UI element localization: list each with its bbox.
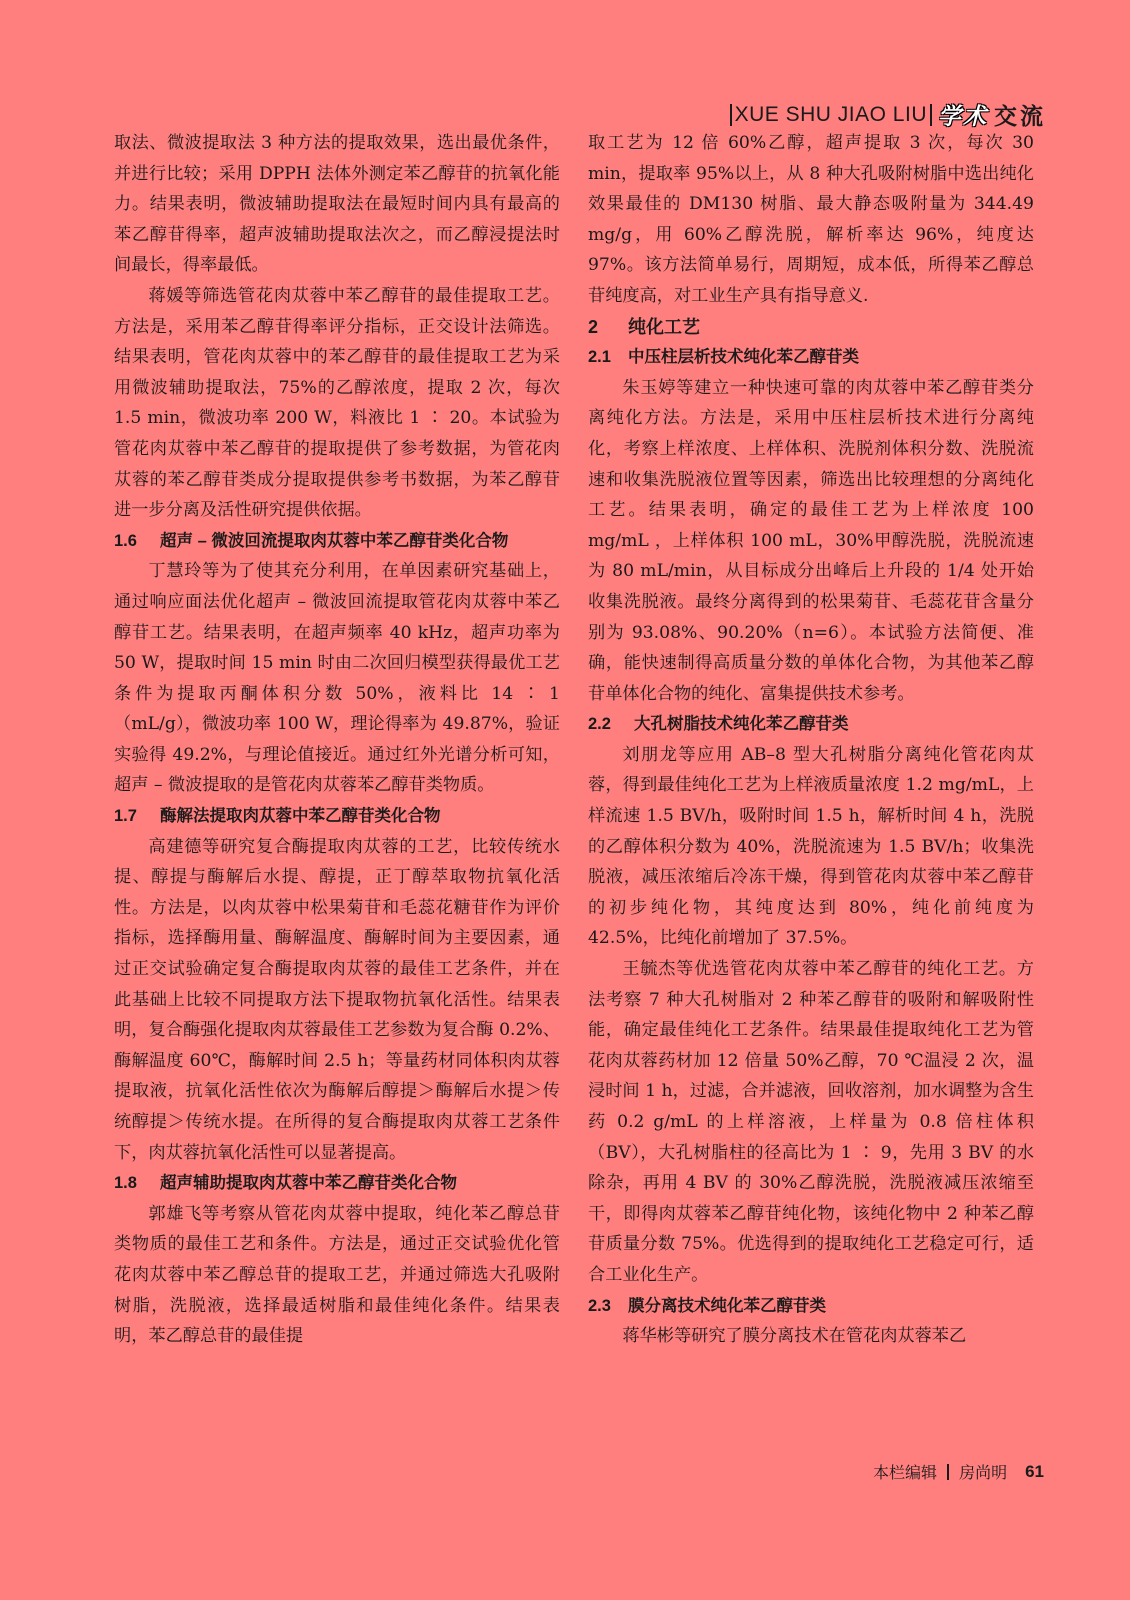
running-header — [730, 98, 1046, 131]
section-number: 2.1 — [588, 348, 611, 367]
section-heading-1-8 — [114, 1168, 560, 1199]
section-number: 1.7 — [114, 807, 137, 826]
paragraph: 蒋媛等筛选管花肉苁蓉中苯乙醇苷的最佳提取工艺。方法是，采用苯乙醇苷得率评分指标，正交设计法筛选。结果表明，管花肉苁蓉中的苯乙醇苷的最佳提取工艺为采用微波辅助提取法，75%的乙醇浓度，提取 2 次，每次 1.5 min，微波功率 200 W，料液比 1 ∶ 20。本试验为管花肉苁蓉中苯乙醇苷的提取提供了参考数据，为管花肉苁蓉的苯乙醇苷类成分提取提供参考书数据，为苯乙醇苷进一步分离及活性研究提供依据。 — [114, 285, 560, 521]
header-calligraphy: 学术 — [938, 103, 988, 130]
section-heading-2-1 — [588, 342, 1034, 373]
paragraph: 高建德等研究复合酶提取肉苁蓉的工艺，比较传统水提、醇提与酶解后水提、醇提，正丁醇萃取物抗氧化活性。方法是，以肉苁蓉中松果菊苷和毛蕊花糖苷作为评价指标，选择酶用量、酶解温度、酶解时间为主要因素，通过正交试验确定复合酶提取肉苁蓉的最佳工艺条件，并在此基础上比较不同提取方法下提取物抗氧化活性。结果表明，复合酶强化提取肉苁蓉最佳工艺参数为复合酶 0.2%、酶解温度 60℃，酶解时间 2.5 h；等量药材同体积肉苁蓉提取液，抗氧化活性依次为酶解后醇提＞酶解后水提＞传统醇提＞传统水提。在所得的复合酶提取肉苁蓉工艺条件下，肉苁蓉抗氧化活性可以显著提高。 — [114, 836, 560, 1163]
page-footer — [873, 1460, 1044, 1483]
section-number: 2.3 — [588, 1296, 611, 1315]
paragraph: 蒋华彬等研究了膜分离技术在管花肉苁蓉苯乙 — [622, 1326, 967, 1347]
header-chinese: 交流 — [994, 103, 1046, 130]
footer-divider — [947, 1464, 949, 1480]
section-title: 大孔树脂技术纯化苯乙醇苷类 — [634, 715, 849, 734]
editor-name: 房尚明 — [959, 1465, 1008, 1482]
section-number: 1.6 — [114, 531, 137, 550]
section-title: 超声辅助提取肉苁蓉中苯乙醇苷类化合物 — [160, 1174, 457, 1193]
right-column — [588, 128, 1034, 1352]
section-title: 超声 – 微波回流提取肉苁蓉中苯乙醇苷类化合物 — [160, 531, 509, 550]
section-heading-1-7 — [114, 801, 560, 832]
section-heading-2 — [588, 312, 1034, 343]
header-english: XUE SHU JIAO LIU — [730, 104, 932, 126]
paragraph: 丁慧玲等为了使其充分利用，在单因素研究基础上，通过响应面法优化超声 – 微波回流提取管花肉苁蓉中苯乙醇苷工艺。结果表明，在超声频率 40 kHz，超声功率为 50 W，提取时间 15 min 时由二次回归模型获得最优工艺条件为提取丙酮体积分数 50%，液料比 14 ∶ 1（mL/g），微波功率 100 W，理论得率为 49.87%，验证实验得 49.2%，与理论值接近。通过红外光谱分析可知，超声 – 微波提取的是管花肉苁蓉苯乙醇苷类物质。 — [114, 561, 560, 796]
page-number: 61 — [1025, 1461, 1044, 1481]
section-number: 2.2 — [588, 715, 611, 734]
section-heading-1-6 — [114, 526, 560, 557]
editor-label: 本栏编辑 — [873, 1465, 938, 1482]
section-heading-2-2 — [588, 709, 1034, 740]
section-title: 酶解法提取肉苁蓉中苯乙醇苷类化合物 — [160, 807, 441, 826]
paragraph: 刘朋龙等应用 AB–8 型大孔树脂分离纯化管花肉苁蓉，得到最佳纯化工艺为上样液质量浓度 1.2 mg/mL，上样流速 1.5 BV/h，吸附时间 1.5 h，解析时间 4 h，洗脱的乙醇体积分数为 40%，洗脱流速为 1.5 BV/h；收集洗脱液，减压浓缩后冷冻干燥，得到管花肉苁蓉中苯乙醇苷的初步纯化物，其纯度达到 80%，纯化前纯度为 42.5%，比纯化前增加了 37.5%。 — [588, 744, 1034, 949]
section-number: 2 — [588, 316, 599, 337]
section-heading-2-3 — [588, 1291, 1034, 1322]
section-number: 1.8 — [114, 1174, 137, 1193]
section-title: 膜分离技术纯化苯乙醇苷类 — [628, 1296, 826, 1315]
section-title: 中压柱层析技术纯化苯乙醇苷类 — [628, 348, 859, 367]
left-column — [114, 128, 560, 1352]
section-title: 纯化工艺 — [628, 316, 700, 337]
paragraph: 郭雄飞等考察从管花肉苁蓉中提取，纯化苯乙醇总苷类物质的最佳工艺和条件。方法是，通过正交试验优化管花肉苁蓉中苯乙醇总苷的提取工艺，并通过筛选大孔吸附树脂，洗脱液，选择最适树脂和最佳纯化条件。结果表明，苯乙醇总苷的最佳提 — [114, 1203, 560, 1347]
paragraph: 取法、微波提取法 3 种方法的提取效果，选出最优条件，并进行比较；采用 DPPH 法体外测定苯乙醇苷的抗氧化能力。结果表明，微波辅助提取法在最短时间内具有最高的苯乙醇苷得率，超声波辅助提取法次之，而乙醇浸提法时间最长，得率最低。 — [114, 133, 560, 276]
paragraph: 朱玉婷等建立一种快速可靠的肉苁蓉中苯乙醇苷类分离纯化方法。方法是，采用中压柱层析技术进行分离纯化，考察上样浓度、上样体积、洗脱剂体积分数、洗脱流速和收集洗脱液位置等因素，筛选出比较理想的分离纯化工艺。结果表明，确定的最佳工艺为上样浓度 100 mg/mL ，上样体积 100 mL，30%甲醇洗脱，洗脱流速为 80 mL/min，从目标成分出峰后上升段的 1/4 处开始收集洗脱液。最终分离得到的松果菊苷、毛蕊花苷含量分别为 93.08%、90.20%（n=6）。本试验方法简便、准确，能快速制得高质量分数的单体化合物，为其他苯乙醇苷单体化合物的纯化、富集提供技术参考。 — [588, 377, 1034, 704]
paragraph: 王毓杰等优选管花肉苁蓉中苯乙醇苷的纯化工艺。方法考察 7 种大孔树脂对 2 种苯乙醇苷的吸附和解吸附性能，确定最佳纯化工艺条件。结果最佳提取纯化工艺为管花肉苁蓉药材加 12 倍量 50%乙醇，70 ℃温浸 2 次，温浸时间 1 h，过滤，合并滤液，回收溶剂，加水调整为含生药 0.2 g/mL 的上样溶液，上样量为 0.8 倍柱体积（BV），大孔树脂柱的径高比为 1 ∶ 9，先用 3 BV 的水除杂，再用 4 BV 的 30%乙醇洗脱，洗脱液减压浓缩至干，即得肉苁蓉苯乙醇苷纯化物，该纯化物中 2 种苯乙醇苷质量分数 75%。优选得到的提取纯化工艺稳定可行，适合工业化生产。 — [588, 959, 1034, 1285]
paragraph: 取工艺为 12 倍 60%乙醇，超声提取 3 次，每次 30 min，提取率 95%以上，从 8 种大孔吸附树脂中选出纯化效果最佳的 DM130 树脂、最大静态吸附量为 344.49 mg/g，用 60%乙醇洗脱，解析率达 96%，纯度达 97%。该方法简单易行，周期短，成本低，所得苯乙醇总苷纯度高，对工业生产具有指导意义. — [588, 133, 1034, 306]
